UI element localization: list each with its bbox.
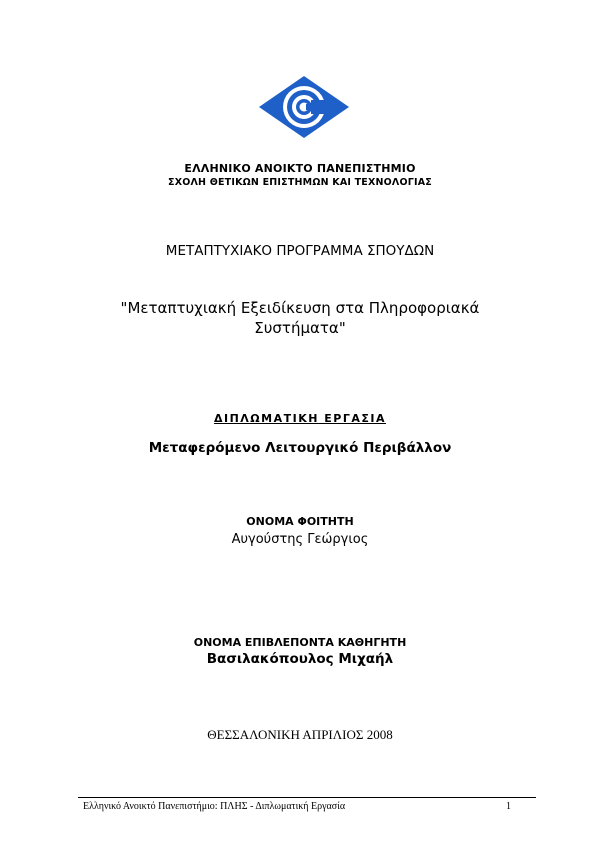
school-name: ΣΧΟΛΗ ΘΕΤΙΚΩΝ ΕΠΙΣΤΗΜΩΝ ΚΑΙ ΤΕΧΝΟΛΟΓΙΑΣ — [168, 177, 432, 188]
thesis-label: ΔΙΠΛΩΜΑΤΙΚΗ ΕΡΓΑΣΙΑ — [213, 412, 386, 425]
supervisor-name: Βασιλακόπουλος Μιχαήλ — [206, 651, 394, 667]
student-name: Αυγούστης Γεώργιος — [231, 532, 369, 547]
specialization-line-2: Συστήματα" — [254, 319, 346, 337]
university-name: ΕΛΛΗΝΙΚΟ ΑΝΟΙΚΤΟ ΠΑΝΕΠΙΣΤΗΜΙΟ — [184, 162, 416, 175]
thesis-title: Μεταφερόμενο Λειτουργικό Περιβάλλον — [148, 440, 452, 456]
footer-text: Ελληνικό Ανοικτό Πανεπιστήμιο: ΠΛΗΣ - Διπλωματική Εργασία — [83, 801, 346, 812]
footer-divider — [78, 797, 536, 798]
page-number: 1 — [506, 801, 511, 812]
specialization-line-1: "Μεταπτυχιακή Εξειδίκευση στα Πληροφοριακά — [120, 299, 480, 317]
supervisor-label: ΟΝΟΜΑ ΕΠΙΒΛΕΠΟΝΤΑ ΚΑΘΗΓΗΤΗ — [193, 636, 407, 649]
student-label: ΟΝΟΜΑ ΦΟΙΤΗΤΗ — [246, 515, 354, 528]
place-date: ΘΕΣΣΑΛΟΝΙΚΗ ΑΠΡΙΛΙΟΣ 2008 — [207, 727, 393, 742]
program-name: ΜΕΤΑΠΤΥΧΙΑΚΟ ΠΡΟΓΡΑΜΜΑ ΣΠΟΥΔΩΝ — [165, 243, 435, 259]
university-logo — [259, 76, 349, 138]
